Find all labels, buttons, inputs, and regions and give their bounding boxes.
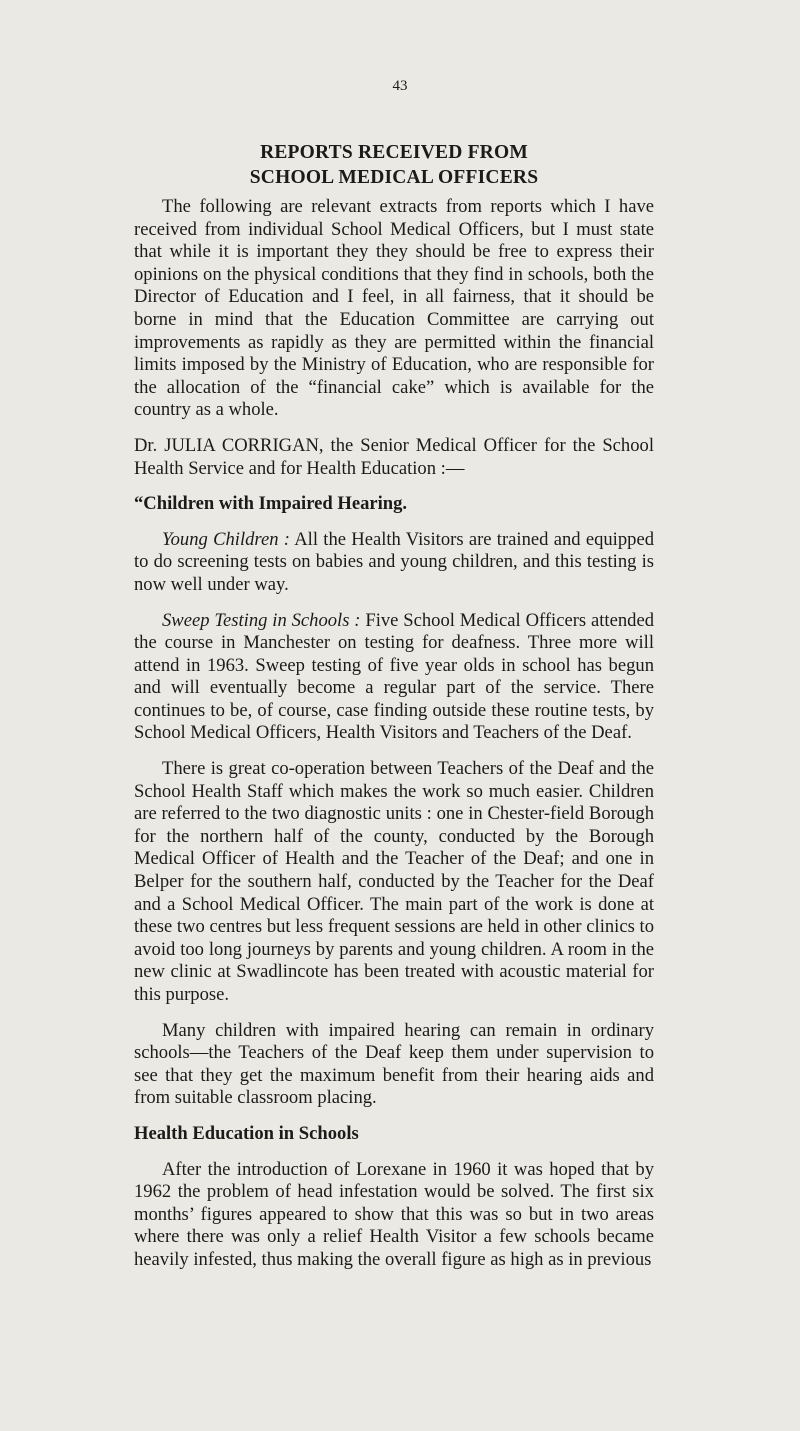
heading-health-education: Health Education in Schools [134, 1122, 359, 1144]
lorexane-paragraph: After the introduction of Lorexane in 1960 it was hoped that by 1962 the problem of head infestation would be solved. The first six months’ figures appeared to show that this was so but in two areas where there was only a relief Health Visitor a few schools became heavily infested, thus making the overall figure as high as in previous [134, 1158, 654, 1270]
title-line-1: REPORTS RECEIVED FROM [260, 142, 528, 163]
young-children-paragraph [134, 529, 654, 597]
sweep-testing-label: Sweep Testing in Schools : [162, 609, 361, 631]
sweep-testing-paragraph [134, 610, 654, 746]
young-children-label: Young Children : [162, 528, 290, 550]
ordinary-schools-paragraph: Many children with impaired hearing can remain in ordinary schools—the Teachers of the Deaf keep them under supervision to see that they get the maximum benefit from their hearing aids and from suitable classroom placing. [134, 1019, 654, 1109]
title-line-2: SCHOOL MEDICAL OFFICERS [249, 167, 539, 188]
report-content [134, 140, 654, 1285]
intro-paragraph: The following are relevant extracts from reports which I have received from individual School Medical Officers, but I must state that while it is important they they should be free to express their opinions on the physical conditions that they find in schools, both the Director of Education and I feel, in all fairness, that it should be borne in mind that the Education Committee are carrying out improvements as rapidly as they are permitted within the financial limits imposed by the Ministry of Education, who are responsible for the allocation of the “financial cake” which is available for the country as a whole. [134, 196, 654, 421]
cooperation-paragraph: There is great co-operation between Teachers of the Deaf and the School Health Staff which makes the work so much easier. Children are referred to the two diagnostic units : one in Chester-field Borough for the northern half of the county, conducted by the Borough Medical Officer of Health and the Teacher of the Deaf; and one in Belper for the southern half, conducted by the Teacher for the Deaf and a School Medical Officer. The main part of the work is done at these two centres but less frequent sessions are held in other clinics to avoid too long journeys by parents and young children. A room in the new clinic at Swadlincote has been treated with acoustic material for this purpose. [134, 758, 654, 1005]
sweep-testing-text: Five School Medical Officers attended the course in Manchester on testing for deafness. Three more will attend in 1963. Sweep testing of five year olds in school has begun and will eventually become a regular part of the service. There continues to be, of course, case finding outside these routine tests, by School Medical Officers, Health Visitors and Teachers of the Deaf. [134, 609, 654, 744]
page-title [134, 140, 654, 190]
page-number: 43 [392, 78, 408, 94]
doctor-paragraph: Dr. JULIA CORRIGAN, the Senior Medical Officer for the School Health Service and for Health Education :— [134, 434, 654, 479]
young-children-text: All the Health Visitors are trained and equipped to do screening tests on babies and young children, and this testing is now well under way. [134, 528, 654, 595]
heading-impaired-hearing: “Children with Impaired Hearing. [134, 493, 408, 515]
